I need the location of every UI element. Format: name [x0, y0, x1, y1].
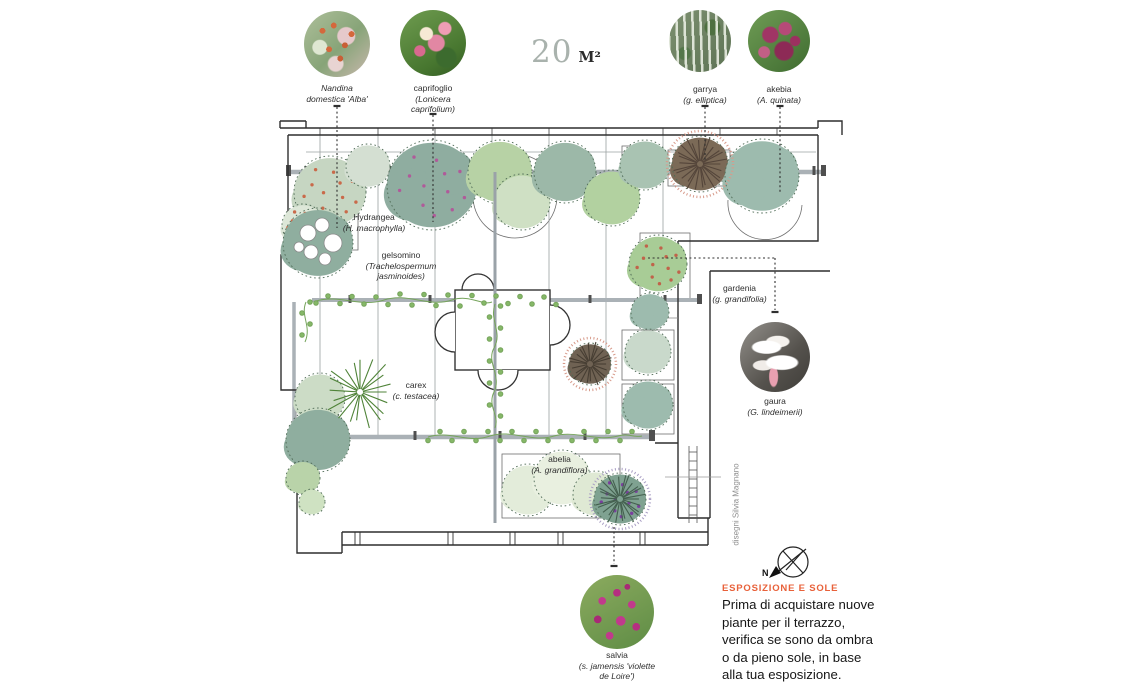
gaura-label: gaura (G. lindeimerii) [725, 396, 825, 417]
info-box-body: Prima di acquistare nuove piante per il terrazzo, verifica se sono da ombra o da pieno sole, in base alla tua esposizione. [722, 596, 880, 684]
area-unit: M² [578, 49, 600, 66]
salvia-photo [580, 575, 654, 649]
area-value: 20 [531, 34, 572, 70]
akebia-photo [748, 10, 810, 72]
gardenia-label: gardenia (g. grandifolia) [692, 283, 787, 304]
illustrator-credit: disegni Silvia Magnano [732, 437, 741, 573]
nandina-label: Nandina domestica 'Alba' [287, 83, 387, 104]
compass-icon [762, 547, 808, 578]
akebia-label: akebia (A. quinata) [729, 84, 829, 105]
ladder-detail [689, 446, 697, 523]
garrya-label: garrya (g. elliptica) [655, 84, 755, 105]
compass-north-label: N [762, 568, 769, 578]
nandina-photo [304, 11, 370, 77]
gaura-photo [740, 322, 810, 392]
abelia-label: abelia (A. grandiflora) [512, 454, 607, 475]
caprifoglio-photo [400, 10, 466, 76]
carex-label: carex (c. testacea) [376, 380, 456, 401]
salvia-label: salvia (s. jamensis 'violette de Loire') [575, 650, 659, 682]
garrya-photo [669, 10, 731, 72]
caprifoglio-label: caprifoglio (Lonicera caprifolium) [401, 83, 465, 115]
gelsomino-label: gelsomino (Trachelospermum jasminoides) [345, 250, 457, 282]
area-label [531, 34, 601, 70]
hydrangea-label: Hydrangea (H. macrophylla) [328, 212, 420, 233]
info-box-heading: ESPOSIZIONE E SOLE [722, 583, 838, 594]
